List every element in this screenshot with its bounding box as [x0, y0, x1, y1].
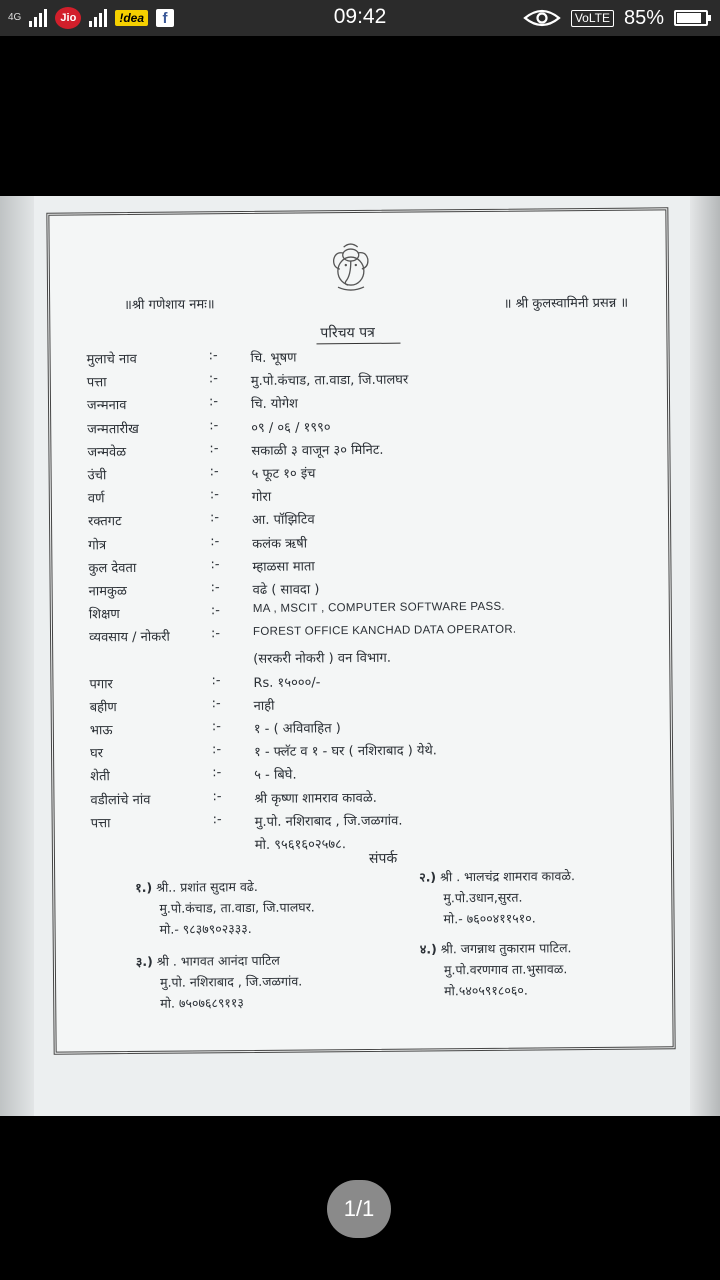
eye-icon [523, 8, 561, 28]
document-title: परिचय पत्र [320, 324, 375, 342]
row-value: FOREST OFFICE KANCHAD DATA OPERATOR. [252, 623, 517, 639]
status-right-icons [523, 6, 708, 30]
row-separator: :- [210, 603, 220, 619]
row-value: कलंक ऋषी [252, 535, 308, 552]
volte-badge: VoLTE [571, 10, 614, 27]
row-label: कुल देवता [88, 560, 137, 577]
row-separator: :- [212, 788, 222, 804]
contact-name: श्री. जगन्नाथ तुकाराम पाटिल. [440, 940, 572, 957]
row-value: मु.पो. नशिराबाद , जि.जळगांव. [254, 813, 403, 830]
row-separator: :- [209, 440, 219, 457]
row-separator: :- [208, 394, 219, 410]
contact-number: १.) [135, 879, 153, 895]
row-label: बहीण [89, 699, 117, 716]
idea-carrier-icon: !dea [115, 10, 148, 26]
paper-edge-left [0, 196, 34, 1116]
contact-name: श्री.. प्रशांत सुदाम वढे. [156, 878, 258, 895]
biodata-rows [87, 342, 651, 857]
row-label: रक्तगट [87, 514, 122, 530]
row-value: Rs. १५०००/- [253, 674, 321, 691]
row-label: जन्मवेळ [87, 444, 127, 461]
network-type-label: 4G [8, 12, 22, 23]
row-separator: :- [212, 811, 222, 828]
ganesha-emblem-icon [324, 241, 378, 295]
contact-address: मु.पो. नशिराबाद , जि.जळगांव. [159, 973, 303, 990]
row-label: शेती [90, 769, 110, 785]
page-indicator: 1/1 [327, 1180, 391, 1238]
contact-address: मु.पो.उधान,सुरत. [443, 889, 523, 906]
row-value: मु.पो.कंचाड, ता.वाडा, जि.पालघर [250, 372, 409, 390]
row-separator: :- [211, 719, 221, 735]
row-value: ५ - बिघे. [254, 767, 297, 784]
row-value: सकाळी ३ वाजून ३० मिनिट. [251, 442, 384, 459]
facebook-icon: f [156, 9, 174, 27]
image-viewer[interactable] [0, 36, 720, 1280]
row-label: शिक्षण [88, 607, 120, 623]
row-label: पत्ता [90, 815, 111, 832]
row-label: जन्मनाव [86, 398, 127, 414]
row-label: गोत्र [88, 537, 107, 553]
document-photo[interactable] [0, 196, 720, 1116]
biodata-document [46, 207, 675, 1054]
paper-edge-right [690, 196, 720, 1116]
contact-name: श्री . भालचंद्र शामराव कावळे. [440, 868, 575, 885]
row-separator: :- [210, 556, 220, 572]
row-value: मो. ९५६१६०२५७८. [254, 837, 347, 853]
row-separator: :- [211, 672, 221, 688]
contact-4 [420, 937, 572, 1001]
row-value: आ. पॉझिटिव [251, 512, 315, 529]
status-time: 09:42 [333, 5, 387, 28]
row-separator: :- [209, 487, 219, 503]
row-separator: :- [209, 417, 219, 433]
row-value: वढे ( सावदा ) [252, 582, 320, 598]
row-label: वर्ण [87, 491, 105, 507]
row-value: चि. योगेश [250, 396, 299, 413]
row-value: MA , MSCIT , COMPUTER SOFTWARE PASS. [252, 600, 505, 616]
row-separator: :- [208, 348, 218, 364]
row-value: (सरकरी नोकरी ) वन विभाग. [253, 651, 392, 668]
row-label: पत्ता [86, 375, 107, 391]
row-value: म्हाळसा माता [252, 559, 315, 575]
row-label: उंची [87, 468, 107, 484]
contact-2 [419, 865, 575, 929]
row-label: पगार [89, 676, 113, 692]
contact-name: श्री . भागवत आनंदा पाटिल [156, 952, 280, 969]
contact-address: मु.पो.कंचाड, ता.वाडा, जि.पालघर. [159, 899, 315, 916]
contacts-title: संपर्क [368, 850, 398, 867]
header-left-invocation: ॥श्री गणेशाय नमः॥ [124, 297, 215, 314]
row-label: भाऊ [89, 723, 113, 739]
row-separator: :- [208, 371, 218, 387]
row-separator: :- [211, 696, 221, 712]
contact-number: २.) [419, 869, 437, 885]
contact-phone: मो.५४०५९१८०६०. [444, 982, 528, 999]
row-value: श्री कृष्णा शामराव कावळे. [254, 790, 377, 807]
row-separator: :- [209, 510, 220, 526]
contact-1 [135, 875, 315, 940]
contact-number: ३.) [135, 953, 153, 969]
contact-3 [136, 950, 303, 1014]
contact-number: ४.) [419, 941, 437, 957]
row-value: ५ फूट १० इंच [251, 466, 316, 482]
battery-percent: 85% [623, 6, 664, 29]
contact-phone: मो.- ७६००४११५१०. [443, 910, 536, 927]
row-value: गोरा [251, 489, 272, 506]
row-separator: :- [210, 533, 220, 549]
row-value: ०९ / ०६ / १९९० [251, 419, 331, 436]
contact-address: मु.पो.वरणगाव ता.भुसावळ. [443, 961, 568, 978]
row-label: मुलाचे नाव [86, 351, 137, 368]
row-value: १ - ( अविवाहित ) [253, 721, 341, 737]
row-label: घर [89, 746, 104, 762]
contact-phone: मो. ७५०७६८९११३ [160, 995, 244, 1011]
contact-phone: मो.- ९८३७९०२३३३. [159, 920, 252, 937]
row-label: वडीलांचे नांव [90, 792, 151, 808]
row-separator: :- [209, 464, 219, 480]
row-value: चि. भूषण [250, 350, 297, 366]
row-label: व्यवसाय / नोकरी [88, 629, 170, 646]
row-separator: :- [211, 742, 222, 758]
row-label: जन्मतारीख [87, 421, 139, 437]
row-separator: :- [210, 626, 221, 642]
battery-icon [674, 10, 708, 26]
row-label: नामकुळ [88, 583, 127, 600]
row-separator: :- [210, 580, 220, 596]
row-value: १ - फ्लॅट व १ - घर ( नशिराबाद ) येथे. [253, 743, 437, 761]
status-bar [0, 0, 720, 36]
row-separator: :- [212, 765, 222, 781]
row-value: नाही [253, 698, 275, 714]
jio-carrier-icon: Jio [55, 7, 81, 29]
header-right-invocation: ॥ श्री कुलस्वामिनी प्रसन्न ॥ [503, 295, 629, 312]
